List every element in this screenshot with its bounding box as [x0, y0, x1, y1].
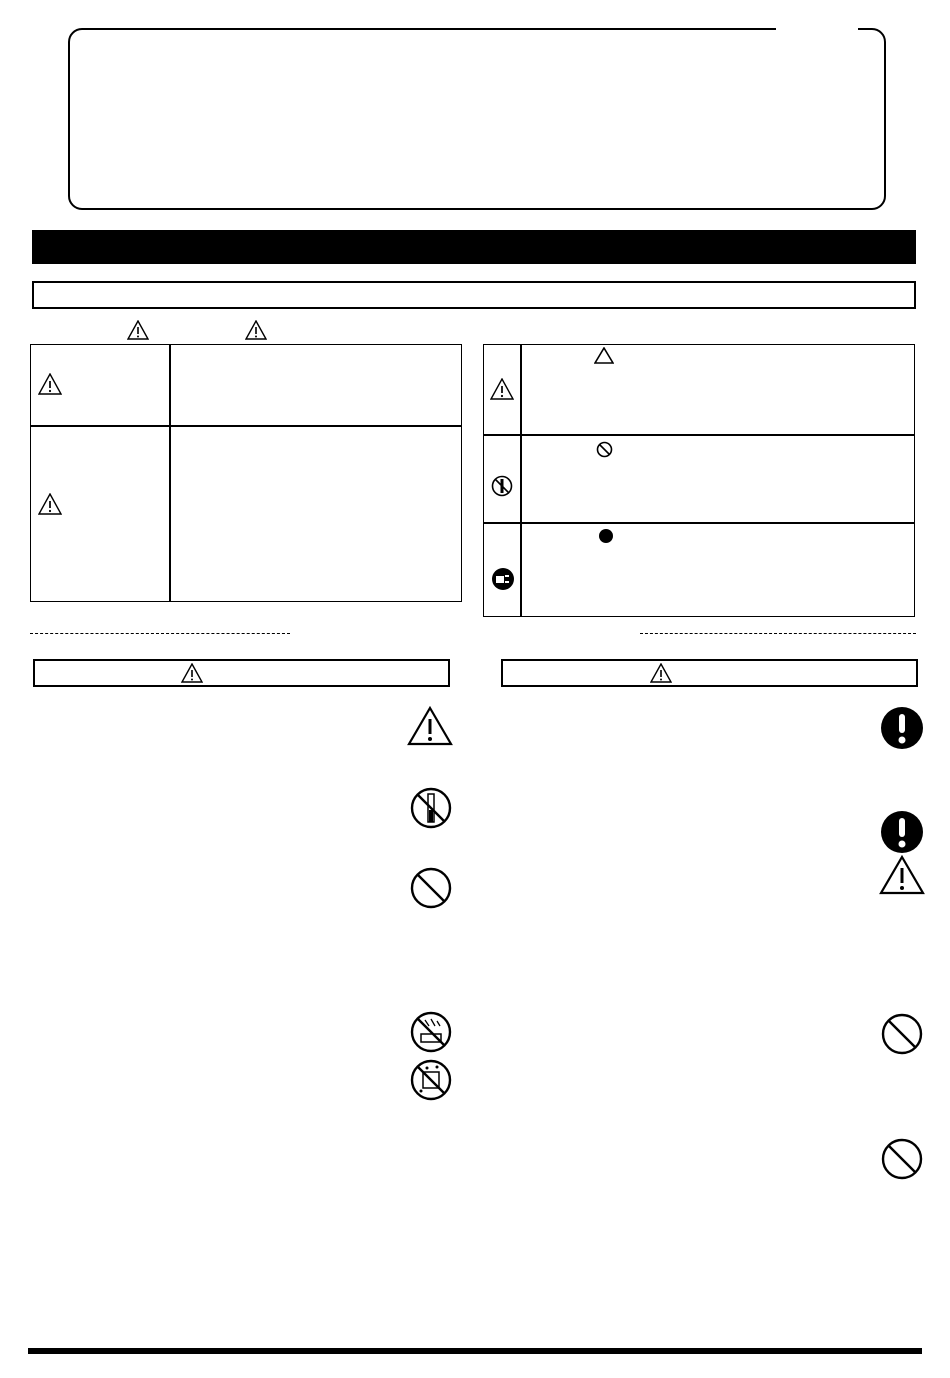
section-subtitle-bar [32, 281, 916, 309]
warning-triangle-icon [38, 373, 62, 395]
mandatory-icon [880, 706, 924, 750]
dashed-divider-left [30, 633, 290, 634]
warning-panel-heading-left [33, 659, 450, 687]
warning-triangle-icon [490, 378, 514, 400]
warning-triangle-icon [245, 320, 267, 340]
no-water-icon [409, 1010, 453, 1054]
prohibited-icon [880, 1012, 924, 1056]
warning-triangle-icon [407, 706, 453, 746]
prohibited-icon [409, 866, 453, 910]
warning-triangle-icon [650, 663, 672, 683]
warning-triangle-icon [879, 855, 925, 895]
symbols-table [483, 344, 915, 617]
notice-frame [68, 28, 886, 210]
footer-rule [28, 1348, 922, 1354]
no-foreign-objects-icon [409, 1058, 453, 1102]
mandatory-icon [880, 810, 924, 854]
warning-triangle-icon [127, 320, 149, 340]
warning-triangle-icon [181, 663, 203, 683]
no-disassemble-icon [491, 475, 513, 497]
section-title-bar [32, 230, 916, 264]
no-disassemble-icon [409, 786, 453, 830]
dashed-divider-right [640, 633, 916, 634]
frame-gap [776, 24, 858, 32]
prohibition-circle-icon [596, 441, 613, 458]
legend-table [30, 344, 462, 602]
warning-triangle-icon [38, 493, 62, 515]
unplug-icon [491, 567, 515, 591]
filled-dot-icon [598, 528, 614, 544]
prohibited-icon [880, 1137, 924, 1181]
outline-triangle-icon [594, 347, 614, 364]
warning-panel-heading-right [501, 659, 918, 687]
